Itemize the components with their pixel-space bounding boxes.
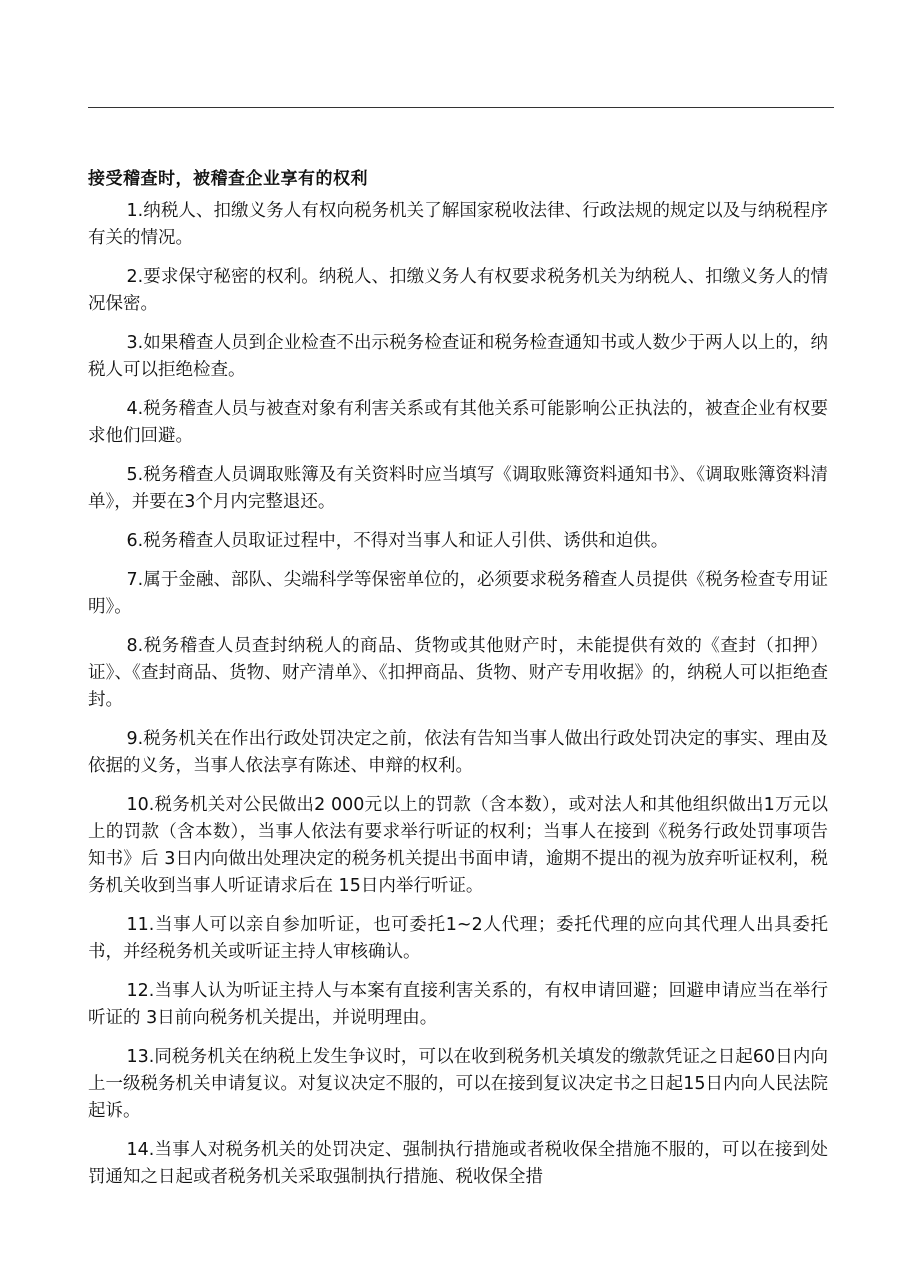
paragraph-2: 2.要求保守秘密的权利。纳税人、扣缴义务人有权要求税务机关为纳税人、扣缴义务人的情况保密。 — [88, 267, 828, 314]
paragraph-8: 8.税务稽查人员查封纳税人的商品、货物或其他财产时，未能提供有效的《查封（扣押）证》、《查封商品、货物、财产清单》、《扣押商品、货物、财产专用收据》的，纳税人可以拒绝查封。 — [88, 636, 828, 710]
paragraph-4: 4.税务稽查人员与被查对象有利害关系或有其他关系可能影响公正执法的，被查企业有权要求他们回避。 — [88, 399, 828, 446]
paragraph-6: 6.税务稽查人员取证过程中，不得对当事人和证人引供、诱供和迫供。 — [126, 531, 669, 551]
paragraph-1: 1.纳税人、扣缴义务人有权向税务机关了解国家税收法律、行政法规的规定以及与纳税程序有关的情况。 — [88, 201, 828, 248]
paragraph-7: 7.属于金融、部队、尖端科学等保密单位的，必须要求税务稽查人员提供《税务检查专用证明》。 — [88, 570, 828, 617]
paragraph-14: 14.当事人对税务机关的处罚决定、强制执行措施或者税收保全措施不服的，可以在接到处罚通知之日起或者税务机关采取强制执行措施、税收保全措 — [88, 1140, 828, 1187]
paragraph-11: 11.当事人可以亲自参加听证，也可委托1~2人代理；委托代理的应向其代理人出具委托书，并经税务机关或听证主持人审核确认。 — [88, 915, 828, 962]
paragraph-9: 9.税务机关在作出行政处罚决定之前，依法有告知当事人做出行政处罚决定的事实、理由及依据的义务，当事人依法享有陈述、申辩的权利。 — [88, 729, 828, 776]
paragraph-13: 13.同税务机关在纳税上发生争议时，可以在收到税务机关填发的缴款凭证之日起60日内向上一级税务机关申请复议。对复议决定不服的，可以在接到复议决定书之日起15日内向人民法院起诉。 — [88, 1047, 828, 1121]
header-rule — [88, 107, 834, 108]
paragraph-3: 3.如果稽查人员到企业检查不出示税务检查证和税务检查通知书或人数少于两人以上的，纳税人可以拒绝检查。 — [88, 333, 828, 380]
document-body — [88, 167, 828, 1203]
section-heading: 接受稽查时，被稽查企业享有的权利 — [88, 169, 368, 189]
paragraph-5: 5.税务稽查人员调取账簿及有关资料时应当填写《调取账簿资料通知书》、《调取账簿资料清单》，并要在3个月内完整退还。 — [88, 465, 828, 512]
paragraph-12: 12.当事人认为听证主持人与本案有直接利害关系的，有权申请回避；回避申请应当在举行听证的 3日前向税务机关提出，并说明理由。 — [88, 981, 828, 1028]
paragraph-10: 10.税务机关对公民做出2 000元以上的罚款（含本数），或对法人和其他组织做出1万元以上的罚款（含本数），当事人依法有要求举行听证的权利；当事人在接到《税务行政处罚事项告知书》后 3日内向做出处理决定的税务机关提出书面申请，逾期不提出的视为放弃听证权利，税务机关收到当事人听证请求后在 15日内举行听证。 — [88, 795, 828, 896]
